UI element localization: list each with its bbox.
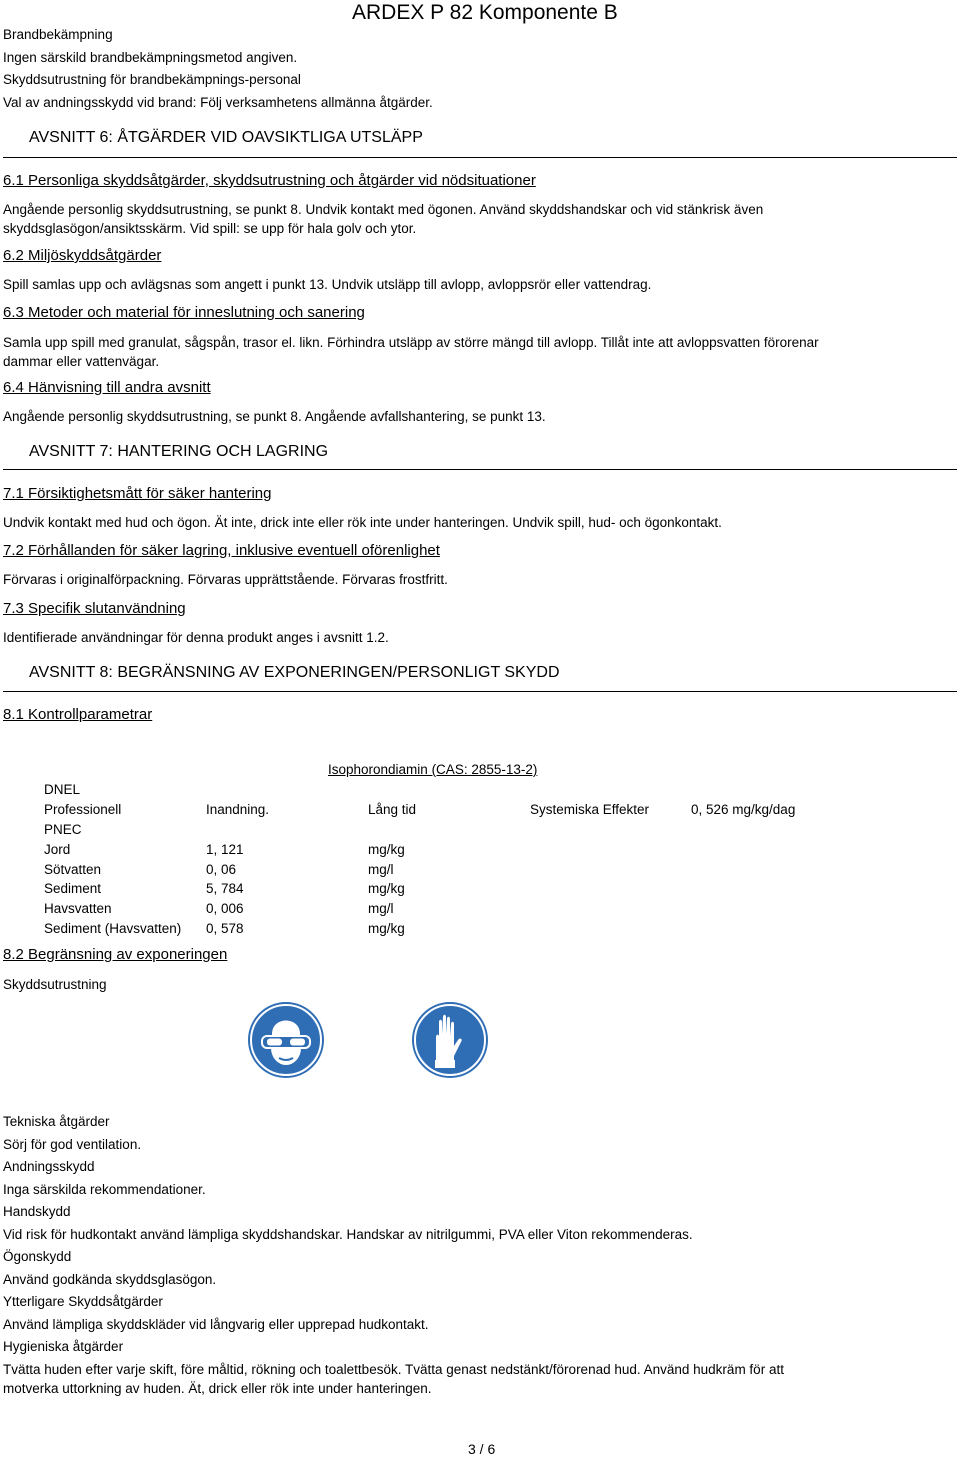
subsection-7-3-text: Identifierade användningar för denna produkt anges i avsnitt 1.2. [3, 630, 389, 645]
tech-measures-label: Tekniska åtgärder [3, 1114, 110, 1129]
gloves-icon [410, 1000, 490, 1080]
subsection-6-2-text: Spill samlas upp och avlägsnas som angett i punkt 13. Undvik utsläpp till avlopp, avloppsrör eller vattendrag. [3, 277, 652, 292]
section-7-rule [3, 469, 957, 470]
subsection-8-2-title: 8.2 Begränsning av exponeringen [3, 946, 228, 963]
tech-measures-text: Sörj för god ventilation. [3, 1137, 142, 1152]
subsection-7-3-title: 7.3 Specifik slutanvändning [3, 600, 186, 617]
table-cell: mg/kg [368, 842, 405, 857]
table-cell: DNEL [44, 782, 81, 797]
respiratory-label: Andningsskydd [3, 1159, 95, 1174]
section-8-title: AVSNITT 8: BEGRÄNSNING AV EXPONERINGEN/PERSONLIGT SKYDD [29, 664, 560, 681]
subsection-6-3-title: 6.3 Metoder och material för inneslutning och sanering [3, 304, 365, 321]
table-cell: mg/l [368, 901, 394, 916]
table-cell: Inandning. [206, 802, 270, 817]
respiratory-text: Inga särskilda rekommendationer. [3, 1182, 206, 1197]
subsection-6-4-text: Angående personlig skyddsutrustning, se punkt 8. Angående avfallshantering, se punkt 13. [3, 409, 546, 424]
table-cell: 0, 526 mg/kg/dag [691, 802, 796, 817]
subsection-6-4-title: 6.4 Hänvisning till andra avsnitt [3, 379, 211, 396]
ppe-label: Skyddsutrustning [3, 977, 107, 992]
hygiene-label: Hygieniska åtgärder [3, 1339, 124, 1354]
table-cell: Systemiska Effekter [530, 802, 650, 817]
table-cell: mg/kg [368, 921, 405, 936]
table-cell: mg/kg [368, 881, 405, 896]
subsection-6-3-text-1: Samla upp spill med granulat, sågspån, trasor el. likn. Förhindra utsläpp av större mängd till avlopp. Tillåt inte att avloppsvatten förorenar [3, 335, 819, 350]
section-6-rule [3, 157, 957, 158]
table-cell: Jord [44, 842, 71, 857]
fire-heading: Brandbekämpning [3, 27, 113, 42]
hand-protection-text: Vid risk för hudkontakt använd lämpliga skyddshandskar. Handskar av nitrilgummi, PVA eller Viton rekommenderas. [3, 1227, 693, 1242]
table-cell: Lång tid [368, 802, 417, 817]
fire-ppe-heading: Skyddsutrustning för brandbekämpnings-personal [3, 72, 301, 87]
subsection-6-1-title: 6.1 Personliga skyddsåtgärder, skyddsutrustning och åtgärder vid nödsituationer [3, 172, 536, 189]
other-protection-text: Använd lämpliga skyddskläder vid långvarig eller upprepad hudkontakt. [3, 1317, 429, 1332]
subsection-6-1-text-2: skyddsglasögon/ansiktsskärm. Vid spill: se upp för hala golv och ytor. [3, 221, 417, 236]
table-cell: PNEC [44, 822, 82, 837]
table-cell: Sediment [44, 881, 102, 896]
table-cell: 1, 121 [206, 842, 244, 857]
eye-protection-text: Använd godkända skyddsglasögon. [3, 1272, 217, 1287]
hand-protection-label: Handskydd [3, 1204, 71, 1219]
hygiene-text-2: motverka uttorkning av huden. Ät, drick eller rök inte under hanteringen. [3, 1381, 432, 1396]
subsection-6-2-title: 6.2 Miljöskyddsåtgärder [3, 247, 162, 264]
fire-ppe-text: Val av andningsskydd vid brand: Följ verksamhetens allmänna åtgärder. [3, 95, 433, 110]
table-cell: Havsvatten [44, 901, 112, 916]
subsection-7-1-text: Undvik kontakt med hud och ögon. Ät inte, drick inte eller rök inte under hanteringen. Undvik spill, hud- och ögonkontakt. [3, 515, 722, 530]
subsection-6-1-text-1: Angående personlig skyddsutrustning, se punkt 8. Undvik kontakt med ögonen. Använd skyddshandskar och vid stänkrisk även [3, 202, 764, 217]
other-protection-label: Ytterligare Skyddsåtgärder [3, 1294, 163, 1309]
subsection-7-1-title: 7.1 Försiktighetsmått för säker hantering [3, 485, 272, 502]
goggles-icon [246, 1000, 326, 1080]
section-8-rule [3, 691, 957, 692]
section-6-title: AVSNITT 6: ÅTGÄRDER VID OAVSIKTLIGA UTSLÄPP [29, 129, 423, 146]
fire-text: Ingen särskild brandbekämpningsmetod angiven. [3, 50, 298, 65]
table-cell: Sediment (Havsvatten) [44, 921, 182, 936]
table-cell: Professionell [44, 802, 122, 817]
table-cell: Sötvatten [44, 862, 102, 877]
table-cell: 0, 06 [206, 862, 237, 877]
subsection-8-1-title: 8.1 Kontrollparametrar [3, 706, 153, 723]
table-cell: 0, 006 [206, 901, 244, 916]
document-title: ARDEX P 82 Komponente B [352, 1, 618, 24]
hygiene-text-1: Tvätta huden efter varje skift, före måltid, rökning och toalettbesök. Tvätta genast nedstänkt/förorenad hud. Använd hudkräm för att [3, 1362, 784, 1377]
eye-protection-label: Ögonskydd [3, 1249, 72, 1264]
table-cell: mg/l [368, 862, 394, 877]
subsection-7-2-title: 7.2 Förhållanden för säker lagring, inklusive eventuell oförenlighet [3, 542, 440, 559]
subsection-6-3-text-2: dammar eller vattenvägar. [3, 354, 160, 369]
section-7-title: AVSNITT 7: HANTERING OCH LAGRING [29, 443, 329, 460]
table-substance-title: Isophorondiamin (CAS: 2855-13-2) [328, 762, 538, 777]
table-cell: 5, 784 [206, 881, 244, 896]
subsection-7-2-text: Förvaras i originalförpackning. Förvaras upprättstående. Förvaras frostfritt. [3, 572, 448, 587]
page-number: 3 / 6 [468, 1441, 496, 1457]
table-cell: 0, 578 [206, 921, 244, 936]
